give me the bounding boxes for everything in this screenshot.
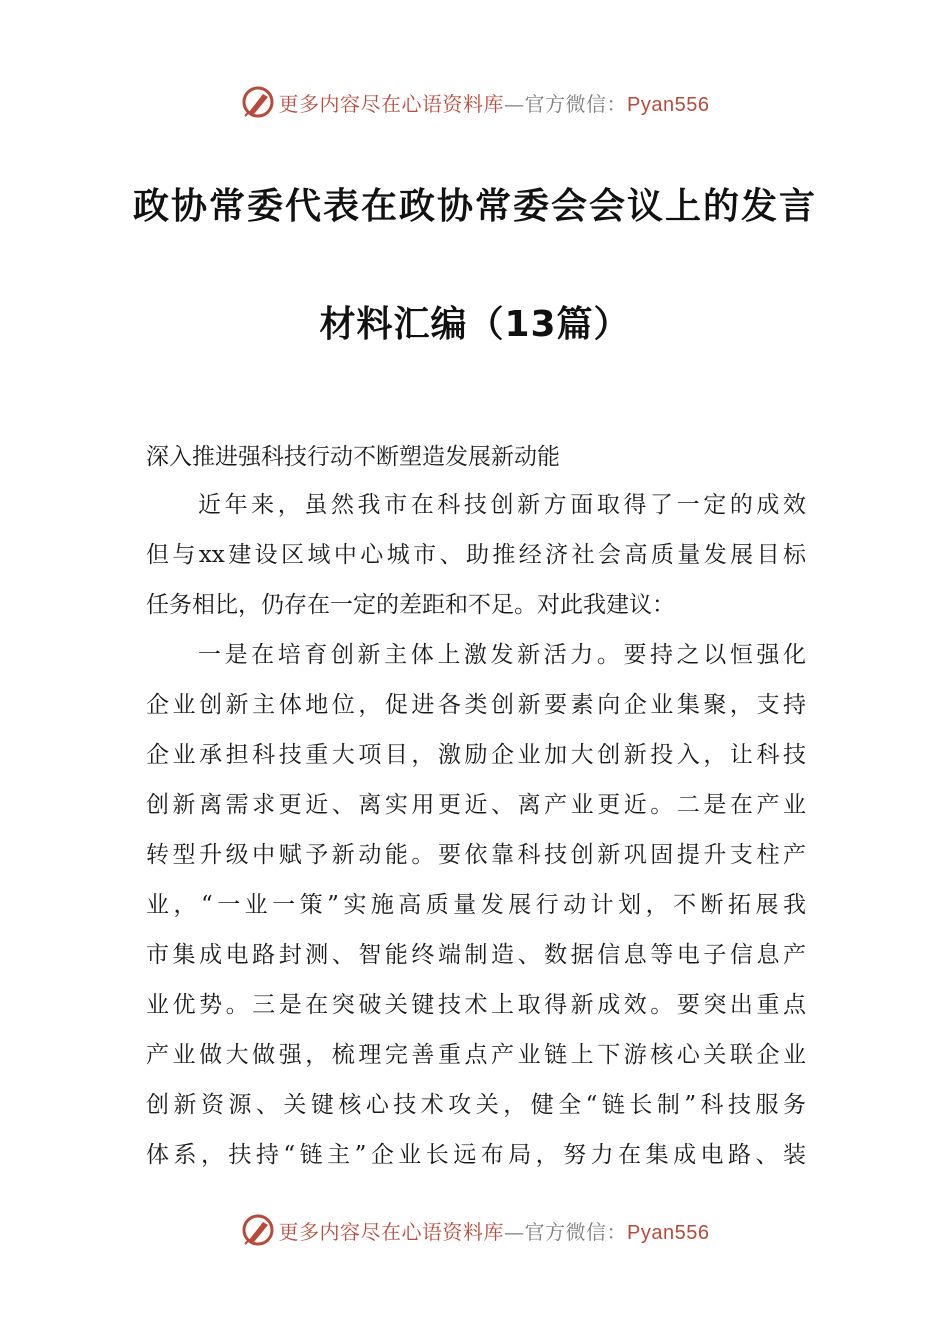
pen-nib-circle-icon xyxy=(241,85,275,119)
body-line: 一是在培育创新主体上激发新活力。要持之以恒强化 xyxy=(198,642,806,668)
body-line: 企业创新主体地位，促进各类创新要素向企业集聚，支持 xyxy=(146,692,806,718)
body-line: 业优势。三是在突破关键技术上取得新成效。要突出重点 xyxy=(146,992,806,1018)
document-title-line-1: 政协常委代表在政协常委会会议上的发言 xyxy=(132,186,817,227)
body-text xyxy=(146,480,806,1180)
body-line: 业，“一业一策”实施高质量发展行动计划，不断拓展我 xyxy=(146,892,806,918)
body-line: 任务相比，仍存在一定的差距和不足。对此我建议： xyxy=(146,592,675,618)
banner-wechat-id: Pyan556 xyxy=(627,93,710,116)
header-banner xyxy=(0,80,950,124)
body-line: 近年来，虽然我市在科技创新方面取得了一定的成效 xyxy=(198,492,806,518)
body-line: 但与xx建设区域中心城市、助推经济社会高质量发展目标 xyxy=(146,542,806,568)
body-line: 创新资源、关键核心技术攻关，健全“链长制”科技服务 xyxy=(146,1092,806,1118)
section-heading: 深入推进强科技行动不断塑造发展新动能 xyxy=(146,444,560,470)
document-title-line-2: 材料汇编（13篇） xyxy=(319,304,631,345)
banner-text xyxy=(279,1216,710,1245)
body-line: 市集成电路封测、智能终端制造、数据信息等电子信息产 xyxy=(146,942,806,968)
banner-site-name: 更多内容尽在心语资料库 xyxy=(278,1219,505,1244)
banner-text xyxy=(279,88,710,117)
pen-nib-circle-icon xyxy=(241,1213,275,1247)
banner-wechat-label: —官方微信： xyxy=(504,1219,628,1244)
body-line: 产业做大做强，梳理完善重点产业链上下游核心关联企业 xyxy=(146,1042,806,1068)
footer-banner xyxy=(0,1208,950,1252)
banner-wechat-id: Pyan556 xyxy=(627,1221,710,1244)
body-line: 体系，扶持“链主”企业长远布局，努力在集成电路、装 xyxy=(146,1142,806,1168)
body-line: 创新离需求更近、离实用更近、离产业更近。二是在产业 xyxy=(146,792,806,818)
body-line: 转型升级中赋予新动能。要依靠科技创新巩固提升支柱产 xyxy=(146,842,806,868)
banner-site-name: 更多内容尽在心语资料库 xyxy=(278,91,505,116)
body-line: 企业承担科技重大项目，激励企业加大创新投入，让科技 xyxy=(146,742,806,768)
banner-wechat-label: —官方微信： xyxy=(504,91,628,116)
